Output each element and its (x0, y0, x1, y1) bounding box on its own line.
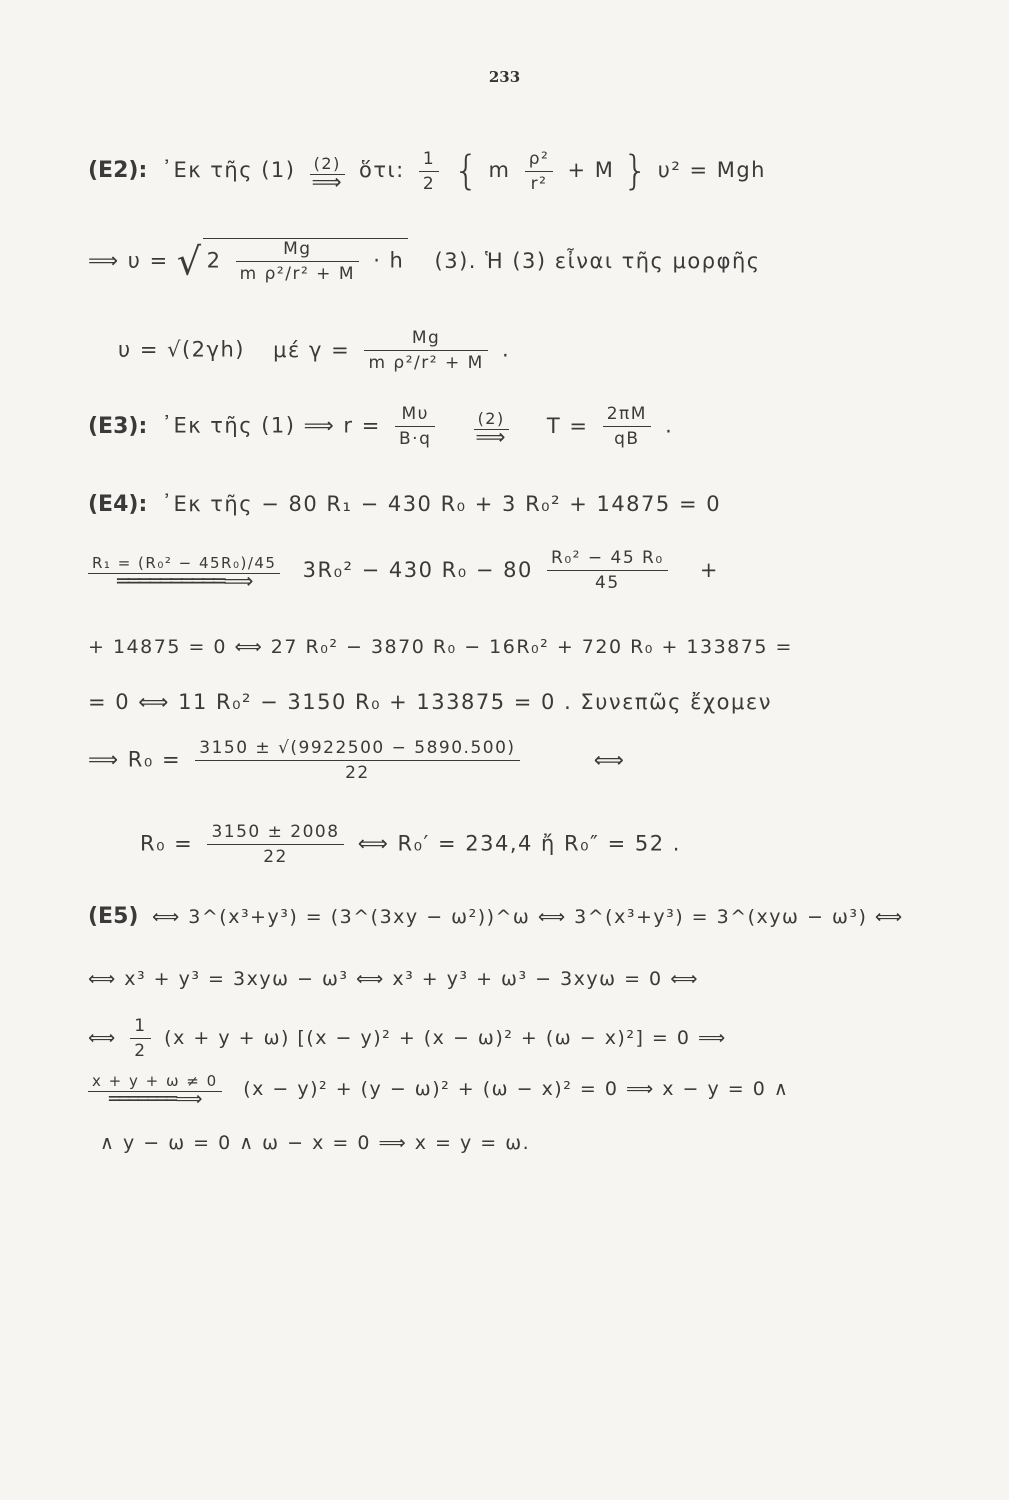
e5-line-3 (88, 1016, 727, 1061)
e4-line-2 (88, 548, 719, 593)
e4-quadratic-den: 22 (345, 763, 370, 783)
e4-line-1 (88, 492, 721, 517)
e2-mg-num: Mg (236, 239, 359, 262)
e3-t-num: 2πM (603, 404, 651, 427)
e3-r-fraction (395, 404, 435, 449)
e2-line-2 (88, 238, 761, 284)
e5-line4-rest: (x − y)² + (y − ω)² + (ω − x)² = 0 ⟹ x − y = 0 ∧ (243, 1077, 790, 1100)
e2-rhs: υ² = Mgh (657, 158, 766, 182)
e5-label: (E5) (88, 904, 139, 929)
e4-substitution-arrow (88, 553, 280, 593)
e4-line-6 (140, 822, 681, 867)
e5-line1: ⟺ 3^(x³+y³) = (3^(3xy − ω²))^ω ⟺ 3^(x³+y³) = 3^(xyω − ω³) ⟺ (152, 906, 904, 928)
e3-line (88, 404, 673, 449)
e3-t-lhs: T = (546, 413, 589, 438)
e4-line5-lhs: ⟹ R₀ = (88, 747, 182, 772)
e2-line3-lhs: υ = √(2γh) (118, 337, 245, 362)
e4-line2-tail: + (699, 557, 719, 582)
e2-arrow-label: (2) (310, 154, 345, 175)
e5-line5: ∧ y − ω = 0 ∧ ω − x = 0 ⟹ x = y = ω. (100, 1132, 531, 1154)
e2-line3-dot: . (501, 337, 511, 362)
sqrt-icon: √ (176, 239, 203, 284)
e4-sub-top: R₁ = (R₀² − 45R₀)/45 (88, 554, 280, 574)
e4-line2-fraction (547, 548, 668, 593)
arrow-icon: ⟹ (311, 169, 344, 194)
e5-half-num: 1 (130, 1016, 150, 1039)
e5-line-2 (88, 968, 699, 990)
e4-line1: ᾿Εκ τῆς − 80 R₁ − 430 R₀ + 3 R₀² + 14875 = 0 (161, 492, 722, 516)
e3-t-den: qB (614, 429, 640, 449)
e3-arrow-label: (2) (474, 409, 509, 430)
e2-gamma-fraction (364, 328, 487, 373)
e3-t-fraction (603, 404, 651, 449)
long-arrow-icon: ═══════⟹ (109, 1088, 201, 1110)
e4-result-num: 3150 ± 2008 (207, 822, 343, 845)
e4-line2-mid: 3R₀² − 430 R₀ − 80 (302, 557, 533, 582)
e4-line2-den: 45 (595, 573, 620, 593)
e5-condition: x + y + ω ≠ 0 (88, 1072, 222, 1092)
e2-h: · h (373, 248, 405, 273)
e5-half-den: 2 (134, 1041, 147, 1061)
e5-condition-arrow (88, 1072, 222, 1110)
e2-mg-den: m ρ²/r² + M (239, 264, 355, 284)
e4-result-den: 22 (263, 847, 288, 867)
e5-line3-rest: (x + y + ω) [(x − y)² + (x − ω)² + (ω − x)²] = 0 ⟹ (164, 1027, 727, 1049)
e2-half-den: 2 (422, 173, 436, 194)
e2-line3-me: μέ γ = (273, 337, 351, 362)
e2-plus-m: + M (567, 158, 615, 182)
e2-half-num: 1 (419, 149, 439, 172)
e4-line5-tail: ⟺ (593, 747, 626, 772)
e5-half-fraction (130, 1016, 150, 1061)
e3-r-num: Mυ (395, 404, 435, 427)
e4-line-4 (88, 690, 772, 714)
e2-half-fraction (419, 149, 439, 194)
e2-mg-fraction (236, 239, 359, 284)
e4-quadratic-num: 3150 ± √(9922500 − 5890.500) (195, 738, 519, 761)
e2-line1-start: ᾿Εκ τῆς (1) (161, 158, 296, 182)
arrow-icon: ⟹ (475, 425, 507, 449)
e3-implies-arrow (474, 409, 509, 449)
e4-label: (E4): (88, 492, 148, 517)
e5-line-4 (88, 1072, 790, 1110)
e4-line6-tail: ⟺ R₀′ = 234,4 ἤ R₀″ = 52 . (357, 831, 681, 856)
e4-quadratic-fraction (195, 738, 519, 783)
e2-line2-lhs: ⟹ υ = (88, 248, 169, 273)
e4-line-3 (88, 636, 793, 658)
e5-line2: ⟺ x³ + y³ = 3xyω − ω³ ⟺ x³ + y³ + ω³ − 3xyω = 0 ⟺ (88, 968, 699, 990)
e3-text: ᾿Εκ τῆς (1) ⟹ r = (161, 413, 381, 438)
e4-result-fraction (207, 822, 343, 867)
e2-label: (E2): (88, 158, 148, 183)
right-brace-icon: } (622, 148, 650, 194)
e2-gamma-den: m ρ²/r² + M (368, 353, 484, 373)
e2-sqrt-body (203, 238, 409, 284)
e3-label: (E3): (88, 413, 148, 439)
e2-line-3 (118, 328, 510, 373)
e4-line3: + 14875 = 0 ⟺ 27 R₀² − 3870 R₀ − 16R₀² + 720 R₀ + 133875 = (88, 636, 793, 658)
e2-line2-tail: (3). Ἡ (3) εἶναι τῆς μορφῆς (434, 248, 761, 273)
e4-line-5 (88, 738, 625, 783)
e5-line-5 (100, 1132, 530, 1154)
e2-rho-fraction (525, 149, 554, 194)
e2-line1-mid: ὅτι: (359, 158, 405, 182)
e3-dot: . (665, 413, 674, 438)
e2-r-den: r² (530, 173, 548, 194)
left-brace-icon: { (453, 148, 481, 194)
e3-r-den: B·q (399, 429, 432, 449)
e2-rho-num: ρ² (525, 149, 554, 172)
e2-brace-m: m (488, 158, 511, 182)
page-number: 233 (488, 68, 521, 86)
e2-gamma-num: Mg (364, 328, 487, 351)
e4-line4: = 0 ⟺ 11 R₀² − 3150 R₀ + 133875 = 0 . Συνεπῶς ἔχομεν (88, 690, 772, 714)
e5-line-1 (88, 904, 904, 929)
e4-line6-lhs: R₀ = (140, 831, 194, 856)
long-arrow-icon: ══════════⟹ (116, 568, 252, 593)
e4-line2-num: R₀² − 45 R₀ (547, 548, 668, 571)
e2-implies-arrow (310, 153, 345, 194)
e5-line3-lhs: ⟺ (88, 1027, 117, 1049)
e2-line-1 (88, 148, 766, 194)
e2-sqrt-two: 2 (206, 248, 222, 273)
